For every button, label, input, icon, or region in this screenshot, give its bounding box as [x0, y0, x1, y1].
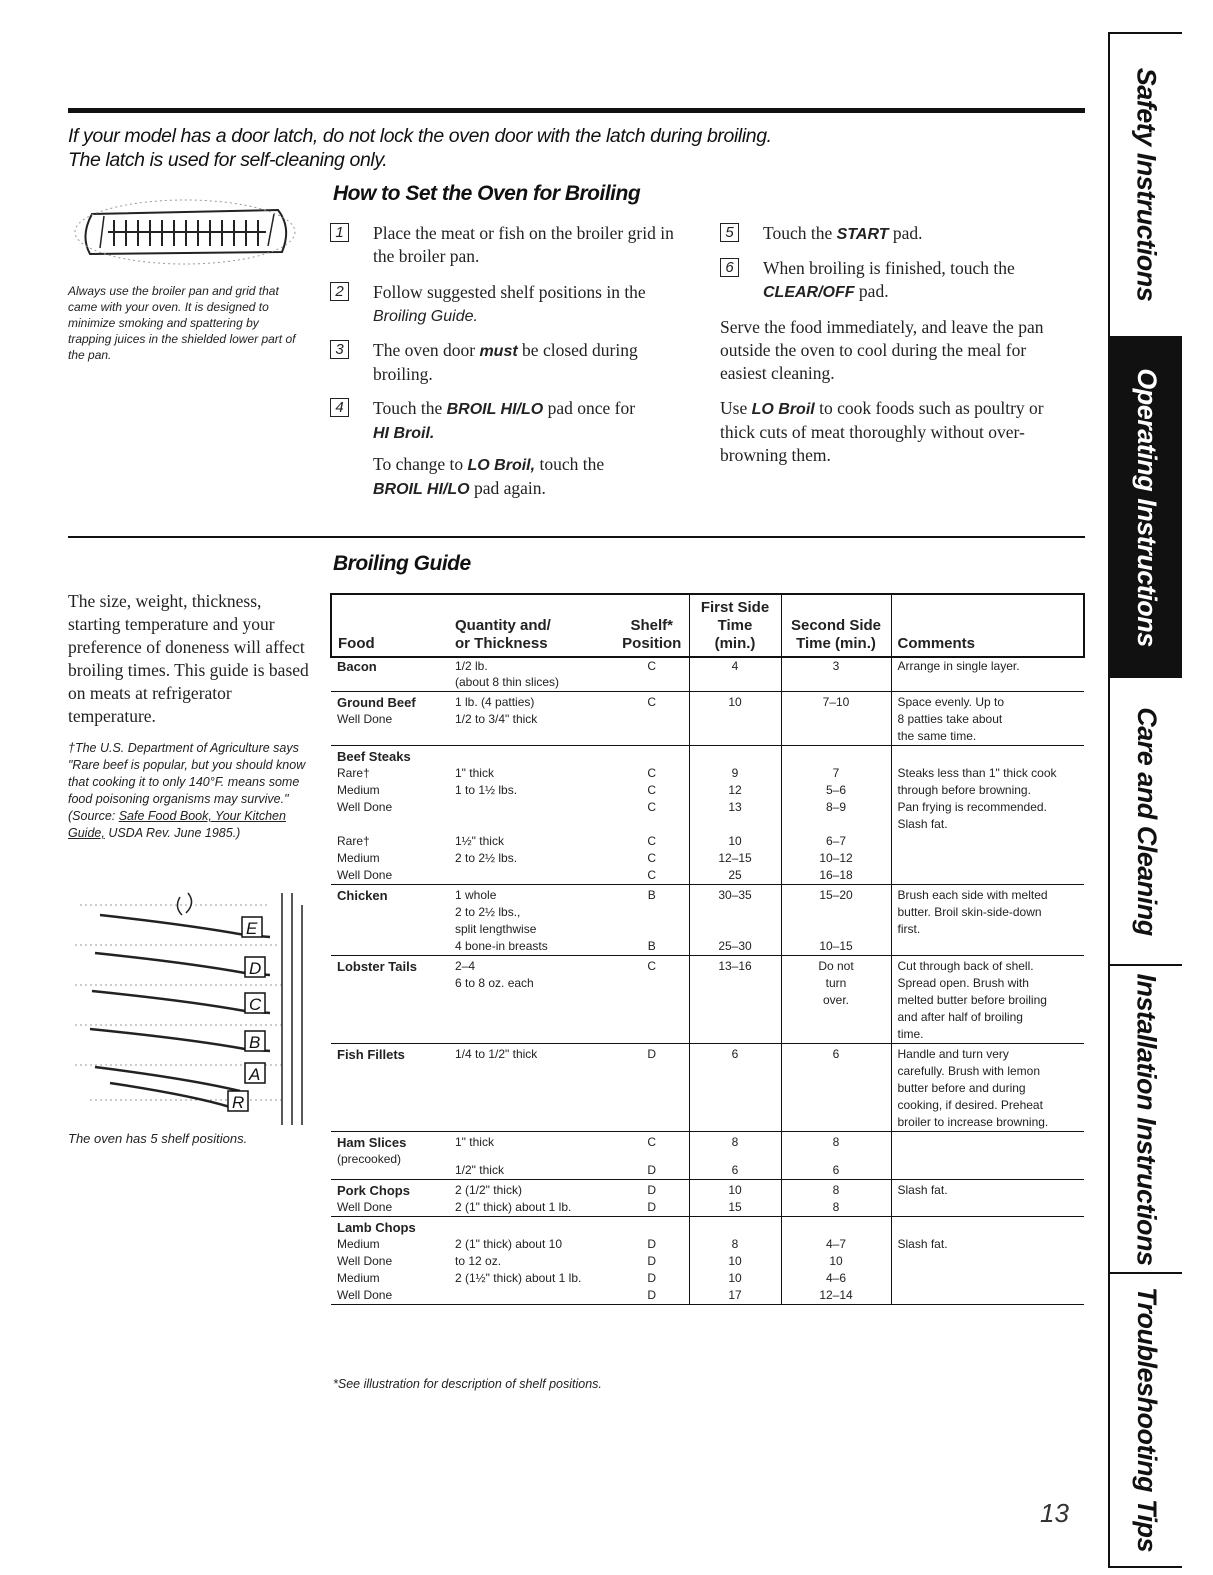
- table-row: Well Done 2 (1" thick) about 1 lb. D 15 8: [331, 1199, 1084, 1217]
- shelf-label-a: A: [249, 1065, 261, 1084]
- table-row: 6 to 8 oz. each turn Spread open. Brush with: [331, 975, 1084, 992]
- table-row: Lamb Chops: [331, 1217, 1084, 1237]
- step-4: 4 Touch the BROIL HI/LO pad once for HI Broil.: [330, 397, 675, 445]
- usda-note: †The U.S. Department of Agriculture says "Rare beef is popular, but you should know that cooking it to only 140°F. means some food poisoning organisms may survive." (Source: Safe Food Book, Your Kitchen Guide, USDA Rev. June 1985.): [68, 741, 306, 840]
- header-shelf: Shelf* Position: [615, 594, 689, 657]
- table-row: Well Done 1/2 to 3/4" thick 8 patties take about: [331, 711, 1084, 728]
- table-row: (about 8 thin slices): [331, 675, 1084, 692]
- step-1: 1 Place the meat or fish on the broiler grid in the broiler pan.: [330, 222, 675, 268]
- tab-care-and-cleaning[interactable]: Care and Cleaning: [1131, 706, 1162, 936]
- table-row: 4 bone-in breasts B 25–30 10–15: [331, 938, 1084, 956]
- step-number-box: 1: [330, 223, 349, 242]
- shelf-label-d: D: [249, 959, 262, 978]
- table-row: Well Done to 12 oz. D 10 10: [331, 1253, 1084, 1270]
- shelf-label-c: C: [249, 995, 262, 1014]
- header-comments: Comments: [891, 594, 1084, 657]
- header-food: Food: [331, 594, 449, 657]
- table-row: Well Done C 13 8–9 Pan frying is recommended.: [331, 799, 1084, 816]
- serve-paragraph: Serve the food immediately, and leave the pan outside the oven to cool during the meal for easiest cleaning.: [720, 317, 1044, 383]
- table-footnote: *See illustration for description of shelf positions.: [333, 1377, 602, 1391]
- table-row: Slash fat.: [331, 816, 1084, 833]
- table-row: carefully. Brush with lemon: [331, 1063, 1084, 1080]
- step-6: 6 When broiling is finished, touch the CLEAR/OFF pad.: [720, 257, 1075, 304]
- table-row: Rare† 1" thick C 9 7 Steaks less than 1" thick cook: [331, 765, 1084, 782]
- table-row: cooking, if desired. Preheat: [331, 1097, 1084, 1114]
- step-number-box: 2: [330, 282, 349, 301]
- step-4-note: To change to LO Broil, touch the BROIL HI/LO pad again.: [373, 454, 605, 498]
- shelf-label-r: R: [232, 1093, 245, 1112]
- latch-warning: [68, 124, 968, 172]
- tab-safety-instructions[interactable]: Safety Instructions: [1131, 67, 1162, 301]
- table-row: Lobster Tails 2–4 C 13–16 Do not Cut through back of shell.: [331, 956, 1084, 976]
- table-row: Well Done C 25 16–18: [331, 867, 1084, 885]
- step-number-box: 6: [720, 258, 739, 277]
- lo-broil-paragraph: Use LO Broil to cook foods such as poultry or thick cuts of meat thoroughly without over-browning them.: [720, 398, 1044, 465]
- table-row: Rare† 1½" thick C 10 6–7: [331, 833, 1084, 850]
- latch-warning-line2: The latch is used for self-cleaning only.: [68, 149, 388, 171]
- table-row: Chicken 1 whole B 30–35 15–20 Brush each side with melted: [331, 885, 1084, 905]
- usda-source: Safe Food Book, Your Kitchen Guide,: [68, 809, 286, 840]
- table-row: and after half of broiling: [331, 1009, 1084, 1026]
- table-row: Medium 2 to 2½ lbs. C 12–15 10–12: [331, 850, 1084, 867]
- table-row: Fish Fillets 1/4 to 1/2" thick D 6 6 Handle and turn very: [331, 1044, 1084, 1064]
- table-row: over. melted butter before broiling: [331, 992, 1084, 1009]
- step-number-box: 5: [720, 223, 739, 242]
- table-row: Beef Steaks: [331, 746, 1084, 766]
- table-row: split lengthwise first.: [331, 921, 1084, 938]
- how-to-title: How to Set the Oven for Broiling: [333, 182, 641, 205]
- table-row: Ground Beef 1 lb. (4 patties) C 10 7–10 Space evenly. Up to: [331, 692, 1084, 712]
- table-row: (precooked) 1/2" thick D 6 6: [331, 1151, 1084, 1180]
- shelf-positions-illustration: [70, 885, 315, 1130]
- broiling-guide-title: Broiling Guide: [333, 552, 471, 575]
- step-number-box: 3: [330, 340, 349, 359]
- table-row: butter before and during: [331, 1080, 1084, 1097]
- broiling-guide-table: [330, 593, 1085, 1305]
- shelf-caption: The oven has 5 shelf positions.: [68, 1131, 248, 1146]
- step-number-box: 4: [330, 398, 349, 417]
- table-row: time.: [331, 1026, 1084, 1044]
- header-first-side: First Side Time (min.): [689, 594, 781, 657]
- table-row: Medium 2 (1" thick) about 10 D 8 4–7 Slash fat.: [331, 1236, 1084, 1253]
- tab-troubleshooting-tips[interactable]: Troubleshooting Tips: [1131, 1286, 1162, 1552]
- table-header: [331, 594, 1084, 657]
- step-3: 3 The oven door must be closed during broiling.: [330, 339, 675, 386]
- header-quantity: Quantity and/ or Thickness: [449, 594, 615, 657]
- section-rule: [68, 536, 1085, 538]
- table-row: the same time.: [331, 728, 1084, 746]
- shelf-label-b: B: [249, 1033, 261, 1052]
- top-rule: [68, 108, 1085, 113]
- table-row: broiler to increase browning.: [331, 1114, 1084, 1132]
- table-row: Ham Slices 1" thick C 8 8: [331, 1132, 1084, 1152]
- table-row: Well Done D 17 12–14: [331, 1287, 1084, 1305]
- table-row: Bacon 1/2 lb. C 4 3 Arrange in single layer.: [331, 657, 1084, 675]
- guide-intro: The size, weight, thickness, starting temperature and your preference of doneness will affect broiling times. This guide is based on meats at refrigerator temperature.: [68, 591, 309, 726]
- table-row: Medium 1 to 1½ lbs. C 12 5–6 through before browning.: [331, 782, 1084, 799]
- header-second-side: Second Side Time (min.): [781, 594, 891, 657]
- broiler-pan-caption: Always use the broiler pan and grid that came with your oven. It is designed to minimize smoking and spattering by trapping juices in the shielded lower part of the pan.: [68, 284, 296, 362]
- tab-operating-instructions[interactable]: Operating Instructions: [1110, 336, 1182, 678]
- step-2: 2 Follow suggested shelf positions in the Broiling Guide.: [330, 281, 675, 328]
- table-row: 2 to 2½ lbs., butter. Broil skin-side-down: [331, 904, 1084, 921]
- tab-installation-instructions[interactable]: Installation Instructions: [1131, 972, 1162, 1266]
- table-row: Pork Chops 2 (1/2" thick) D 10 8 Slash fat.: [331, 1180, 1084, 1200]
- page-number: 13: [1040, 1498, 1069, 1528]
- step-5: 5 Touch the START pad.: [720, 222, 1075, 246]
- table-row: Medium 2 (1½" thick) about 1 lb. D 10 4–6: [331, 1270, 1084, 1287]
- shelf-label-e: E: [246, 919, 258, 938]
- latch-warning-line1: If your model has a door latch, do not lock the oven door with the latch during broiling.: [68, 125, 772, 147]
- broiler-pan-illustration: [70, 196, 300, 276]
- section-tabs: [1108, 32, 1182, 1568]
